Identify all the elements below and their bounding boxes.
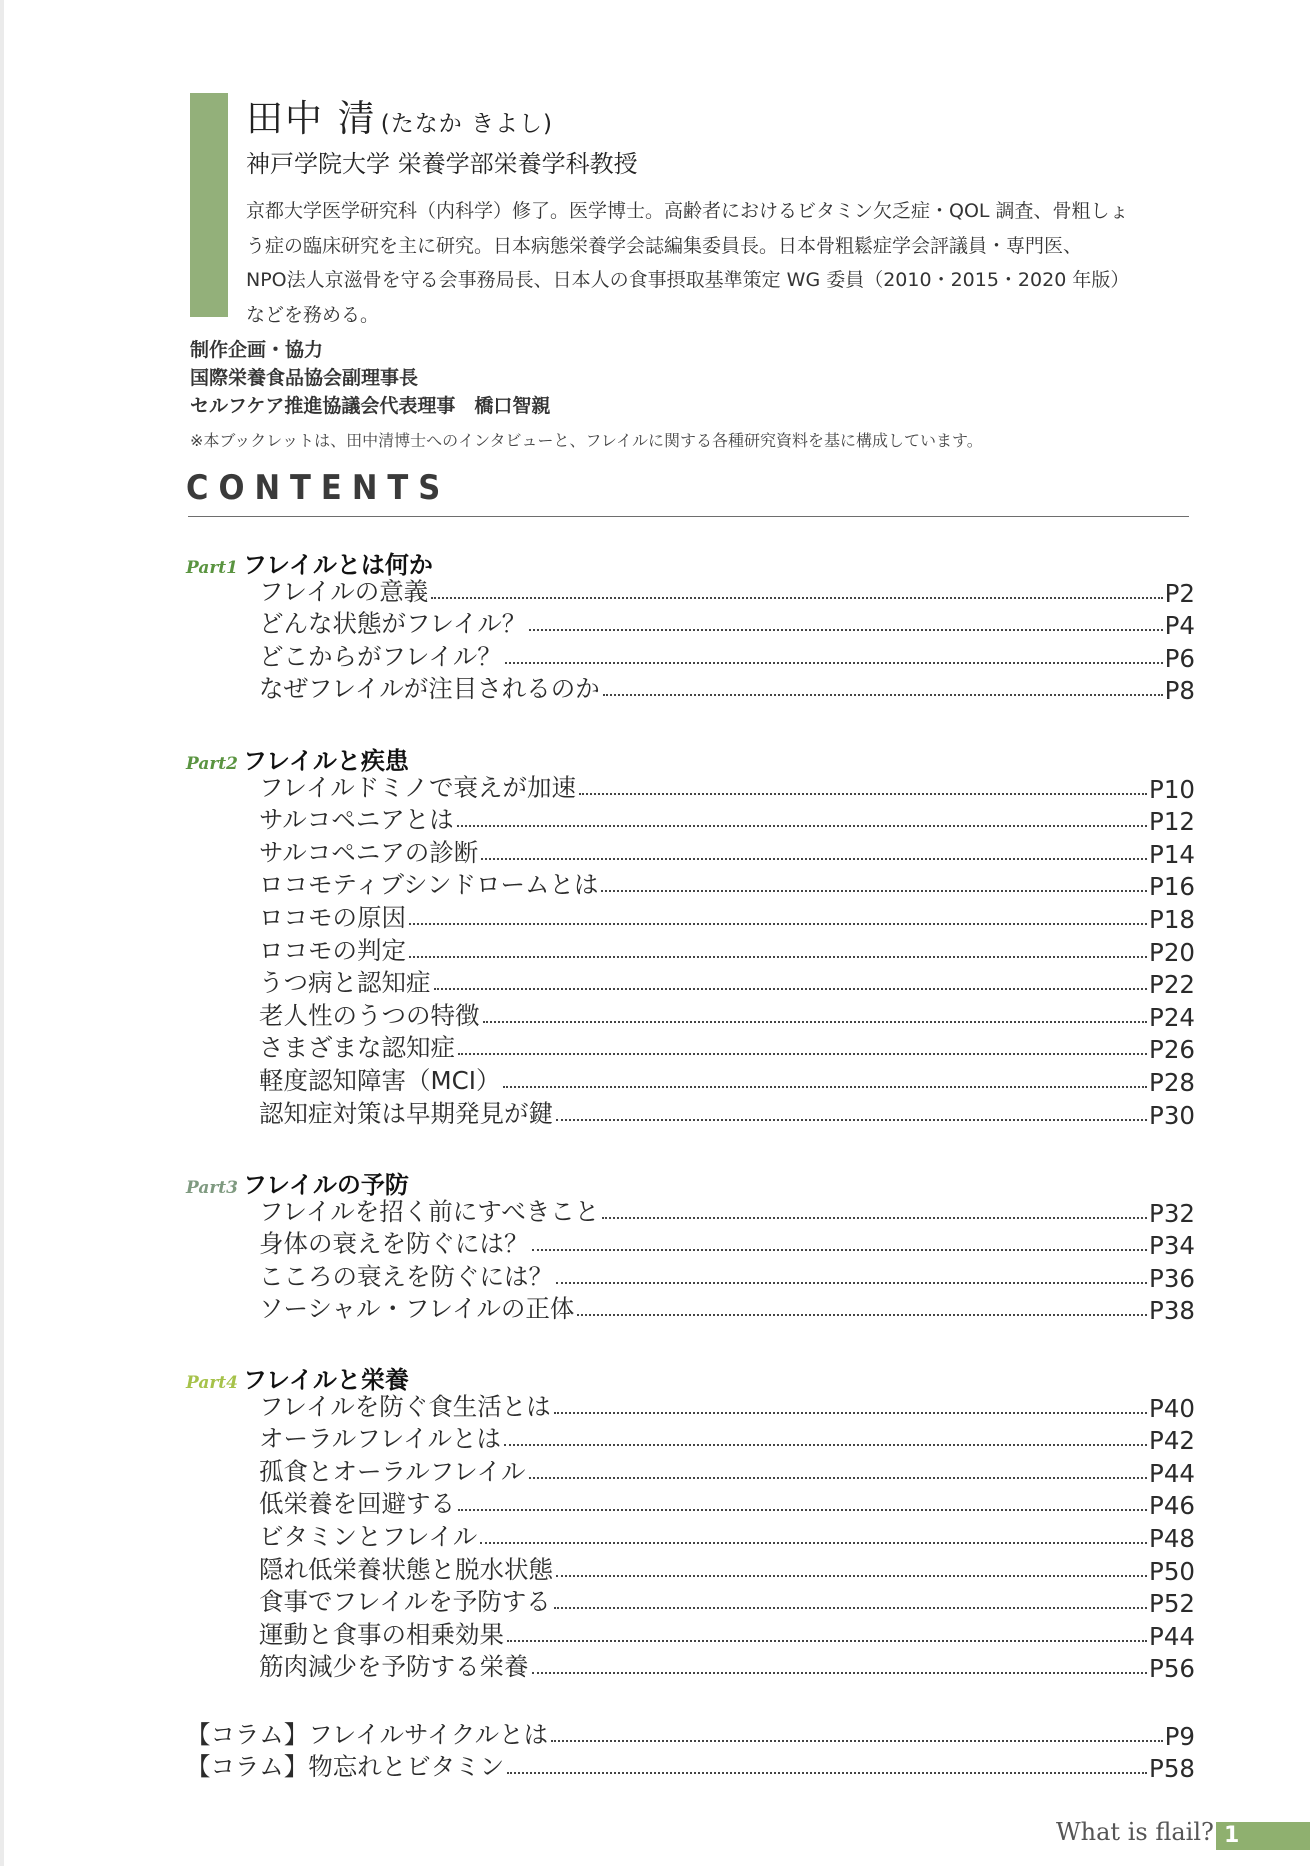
dot-leader (556, 1575, 1147, 1577)
dot-leader (551, 1740, 1163, 1742)
toc-entry-page: P4 (1164, 611, 1195, 641)
dot-leader (603, 694, 1163, 696)
toc-entry-title: 老人性のうつの特徴 (259, 1000, 480, 1030)
toc-entry-page: P18 (1149, 904, 1195, 934)
dot-leader (458, 1053, 1147, 1055)
toc-entry[interactable] (259, 1520, 1195, 1553)
credit-line: 制作企画・協力 (190, 339, 324, 361)
author-bio-line: う症の臨床研究を主に研究。日本病態栄養学会誌編集委員長。日本骨粗鬆症学会評議員・専門医、 (246, 234, 1083, 257)
toc-entry[interactable] (259, 1455, 1195, 1488)
toc-entry-title: 食事でフレイルを予防する (259, 1587, 551, 1617)
dot-leader (579, 793, 1147, 795)
toc-entry[interactable] (259, 1032, 1195, 1065)
toc-entry-title: ビタミンとフレイル (259, 1521, 478, 1551)
toc-entry[interactable] (259, 967, 1195, 1000)
author-bio (246, 194, 1206, 332)
author-name-text: 田中 清 (246, 97, 377, 140)
toc-entry-page: P9 (1164, 1721, 1195, 1751)
part-title: フレイルと疾患 (243, 747, 409, 775)
toc-entry[interactable] (259, 1097, 1195, 1130)
toc-part-4 (186, 1360, 1195, 1683)
toc-entry-page: P2 (1164, 578, 1195, 608)
dot-leader (505, 662, 1163, 664)
dot-leader (504, 1444, 1147, 1446)
toc-entry-page: P16 (1149, 872, 1195, 902)
dot-leader (483, 1021, 1148, 1023)
dot-leader (434, 988, 1148, 990)
toc-entry-page: P44 (1149, 1458, 1195, 1488)
toc-entry-title: 孤食とオーラルフレイル (259, 1456, 526, 1486)
toc-entry-title: 認知症対策は早期発見が鍵 (259, 1098, 553, 1128)
column-entry[interactable] (186, 1718, 1195, 1751)
toc-entry-title: 【コラム】物忘れとビタミン (186, 1752, 505, 1782)
toc-entry-title: 身体の衰えを防ぐには？ (259, 1229, 529, 1259)
dot-leader (532, 1672, 1148, 1674)
toc-part-1 (186, 545, 1195, 705)
toc-entry[interactable] (259, 836, 1195, 869)
toc-entry[interactable] (259, 771, 1195, 804)
part-heading (186, 1165, 1195, 1199)
page-edge (0, 0, 4, 1866)
toc-entry[interactable] (259, 1586, 1195, 1619)
toc-entry-page: P58 (1149, 1754, 1195, 1784)
dot-leader (529, 629, 1162, 631)
toc-part-2 (186, 741, 1195, 1130)
toc-entry-title: なぜフレイルが注目されるのか (259, 674, 600, 704)
toc-entry-title: 【コラム】フレイルサイクルとは (186, 1719, 549, 1749)
dot-leader (601, 890, 1147, 892)
dot-leader (457, 825, 1147, 827)
dot-leader (480, 1542, 1147, 1544)
dot-leader (529, 1477, 1147, 1479)
credits (190, 336, 550, 420)
part-label: Part1 (186, 558, 238, 578)
toc-entry-title: どこからがフレイル？ (259, 641, 502, 671)
toc-entry[interactable] (259, 804, 1195, 837)
part-label: Part4 (186, 1373, 238, 1393)
toc-entry[interactable] (259, 1195, 1195, 1228)
author-accent-bar (190, 93, 228, 317)
toc-entry-page: P46 (1149, 1491, 1195, 1521)
dot-leader (577, 1314, 1147, 1316)
toc-entry[interactable] (259, 1390, 1195, 1423)
dot-leader (602, 1217, 1147, 1219)
toc-entry-page: P36 (1149, 1263, 1195, 1293)
toc-entry-title: ソーシャル・フレイルの正体 (259, 1294, 575, 1324)
toc-entry[interactable] (259, 673, 1195, 706)
part-label: Part3 (186, 1178, 238, 1198)
toc-entry-page: P44 (1149, 1621, 1195, 1651)
column-entry[interactable] (186, 1751, 1195, 1784)
toc-entry-page: P28 (1149, 1067, 1195, 1097)
part-title: フレイルと栄養 (243, 1366, 409, 1394)
toc-entry-title: フレイルを招く前にすべきこと (259, 1196, 600, 1226)
toc-entry-page: P40 (1149, 1393, 1195, 1423)
toc-entry-page: P50 (1149, 1556, 1195, 1586)
part-label: Part2 (186, 754, 238, 774)
toc-entry-title: こころの衰えを防ぐには？ (259, 1261, 553, 1291)
dot-leader (556, 1119, 1147, 1121)
toc-entry[interactable] (259, 1651, 1195, 1684)
toc-entry[interactable] (259, 575, 1195, 608)
toc-entry[interactable] (259, 1553, 1195, 1586)
toc-entry[interactable] (259, 999, 1195, 1032)
toc-entry-title: ロコモティブシンドロームとは (259, 870, 599, 900)
author-name (246, 88, 553, 142)
toc-entry-title: 筋肉減少を予防する栄養 (259, 1652, 529, 1682)
toc-entry[interactable] (259, 640, 1195, 673)
toc-entry-page: P48 (1149, 1523, 1195, 1553)
toc-entry-title: フレイルを防ぐ食生活とは (259, 1391, 551, 1421)
toc-entry-title: サルコペニアとは (259, 805, 454, 835)
dot-leader (481, 858, 1147, 860)
toc-entry-title: うつ病と認知症 (259, 968, 431, 998)
toc-entry-page: P10 (1149, 774, 1195, 804)
toc-entry-title: 隠れ低栄養状態と脱水状態 (259, 1554, 553, 1584)
toc-entry-page: P42 (1149, 1426, 1195, 1456)
toc-entry-title: フレイルの意義 (259, 576, 429, 606)
page-number-tab (1216, 1822, 1310, 1850)
toc-entry-title: 運動と食事の相乗効果 (259, 1619, 504, 1649)
dot-leader (409, 923, 1147, 925)
dot-leader (507, 1772, 1147, 1774)
toc-entry[interactable] (259, 869, 1195, 902)
part-heading (186, 545, 1195, 579)
toc-entry-page: P6 (1164, 643, 1195, 673)
dot-leader (556, 1282, 1147, 1284)
toc-entry-page: P38 (1149, 1296, 1195, 1326)
toc-entry-title: サルコペニアの診断 (259, 837, 479, 867)
toc-part-3 (186, 1165, 1195, 1325)
toc-entry-page: P14 (1149, 839, 1195, 869)
page-number: 1 (1224, 1823, 1240, 1848)
toc-entry-page: P12 (1149, 807, 1195, 837)
toc-entry-page: P34 (1149, 1231, 1195, 1261)
dot-leader (503, 1086, 1147, 1088)
toc-entry-page: P8 (1164, 676, 1195, 706)
author-bio-line: NPO法人京滋骨を守る会事務局長、日本人の食事摂取基準策定 WG 委員（2010・2015・2020 年版） (246, 269, 1130, 291)
dot-leader (431, 597, 1162, 599)
dot-leader (554, 1607, 1147, 1609)
part-title: フレイルの予防 (243, 1171, 409, 1199)
footer-title: What is flail? (1056, 1818, 1214, 1846)
toc-entry-page: P20 (1149, 937, 1195, 967)
toc-entry[interactable] (259, 1618, 1195, 1651)
author-bio-line: 京都大学医学研究科（内科学）修了。医学博士。高齢者におけるビタミン欠乏症・QOL 調査、骨粗しょ (246, 200, 1129, 222)
credit-line: 国際栄養食品協会副理事長 (190, 367, 419, 389)
contents-divider (188, 516, 1189, 517)
column-list (186, 1718, 1195, 1783)
dot-leader (458, 1509, 1147, 1511)
toc-entry-page: P32 (1149, 1198, 1195, 1228)
toc-entry[interactable] (259, 1293, 1195, 1326)
author-kana: (たなか きよし) (380, 111, 554, 137)
credit-note: ※本ブックレットは、田中清博士へのインタビューと、フレイルに関する各種研究資料を基に構成しています。 (190, 431, 983, 450)
toc-entry-title: フレイルドミノで衰えが加速 (259, 772, 577, 802)
credit-line: セルフケア推進協議会代表理事 橋口智親 (190, 395, 551, 417)
toc-entry[interactable] (259, 608, 1195, 641)
toc-entry-page: P24 (1149, 1002, 1195, 1032)
toc-entry-title: 軽度認知障害（MCI） (259, 1065, 501, 1095)
toc-entry-page: P30 (1149, 1100, 1195, 1130)
dot-leader (409, 956, 1147, 958)
dot-leader (532, 1249, 1148, 1251)
contents-heading: CONTENTS (186, 468, 451, 508)
toc-entry-page: P22 (1149, 970, 1195, 1000)
dot-leader (554, 1412, 1147, 1414)
toc-entry-title: どんな状態がフレイル？ (259, 609, 527, 639)
toc-entry-page: P26 (1149, 1035, 1195, 1065)
toc-entry-title: さまざまな認知症 (259, 1033, 455, 1063)
toc-entry[interactable] (259, 1260, 1195, 1293)
toc-entry-page: P56 (1149, 1654, 1195, 1684)
toc-entry[interactable] (259, 934, 1195, 967)
toc-entry[interactable] (259, 1064, 1195, 1097)
toc-entry-title: ロコモの判定 (259, 935, 406, 965)
part-title: フレイルとは何か (243, 551, 433, 579)
author-affiliation: 神戸学院大学 栄養学部栄養学科教授 (246, 150, 638, 178)
toc-entry[interactable] (259, 1423, 1195, 1456)
dot-leader (507, 1640, 1147, 1642)
toc-entry-title: オーラルフレイルとは (259, 1424, 502, 1454)
toc-entry-title: ロコモの原因 (259, 902, 406, 932)
toc-entry[interactable] (259, 1228, 1195, 1261)
author-bio-line: などを務める。 (246, 303, 380, 326)
toc-entry-title: 低栄養を回避する (259, 1489, 455, 1519)
part-heading (186, 741, 1195, 775)
toc-entry-page: P52 (1149, 1589, 1195, 1619)
toc-entry[interactable] (259, 901, 1195, 934)
toc-entry[interactable] (259, 1488, 1195, 1521)
part-heading (186, 1360, 1195, 1394)
